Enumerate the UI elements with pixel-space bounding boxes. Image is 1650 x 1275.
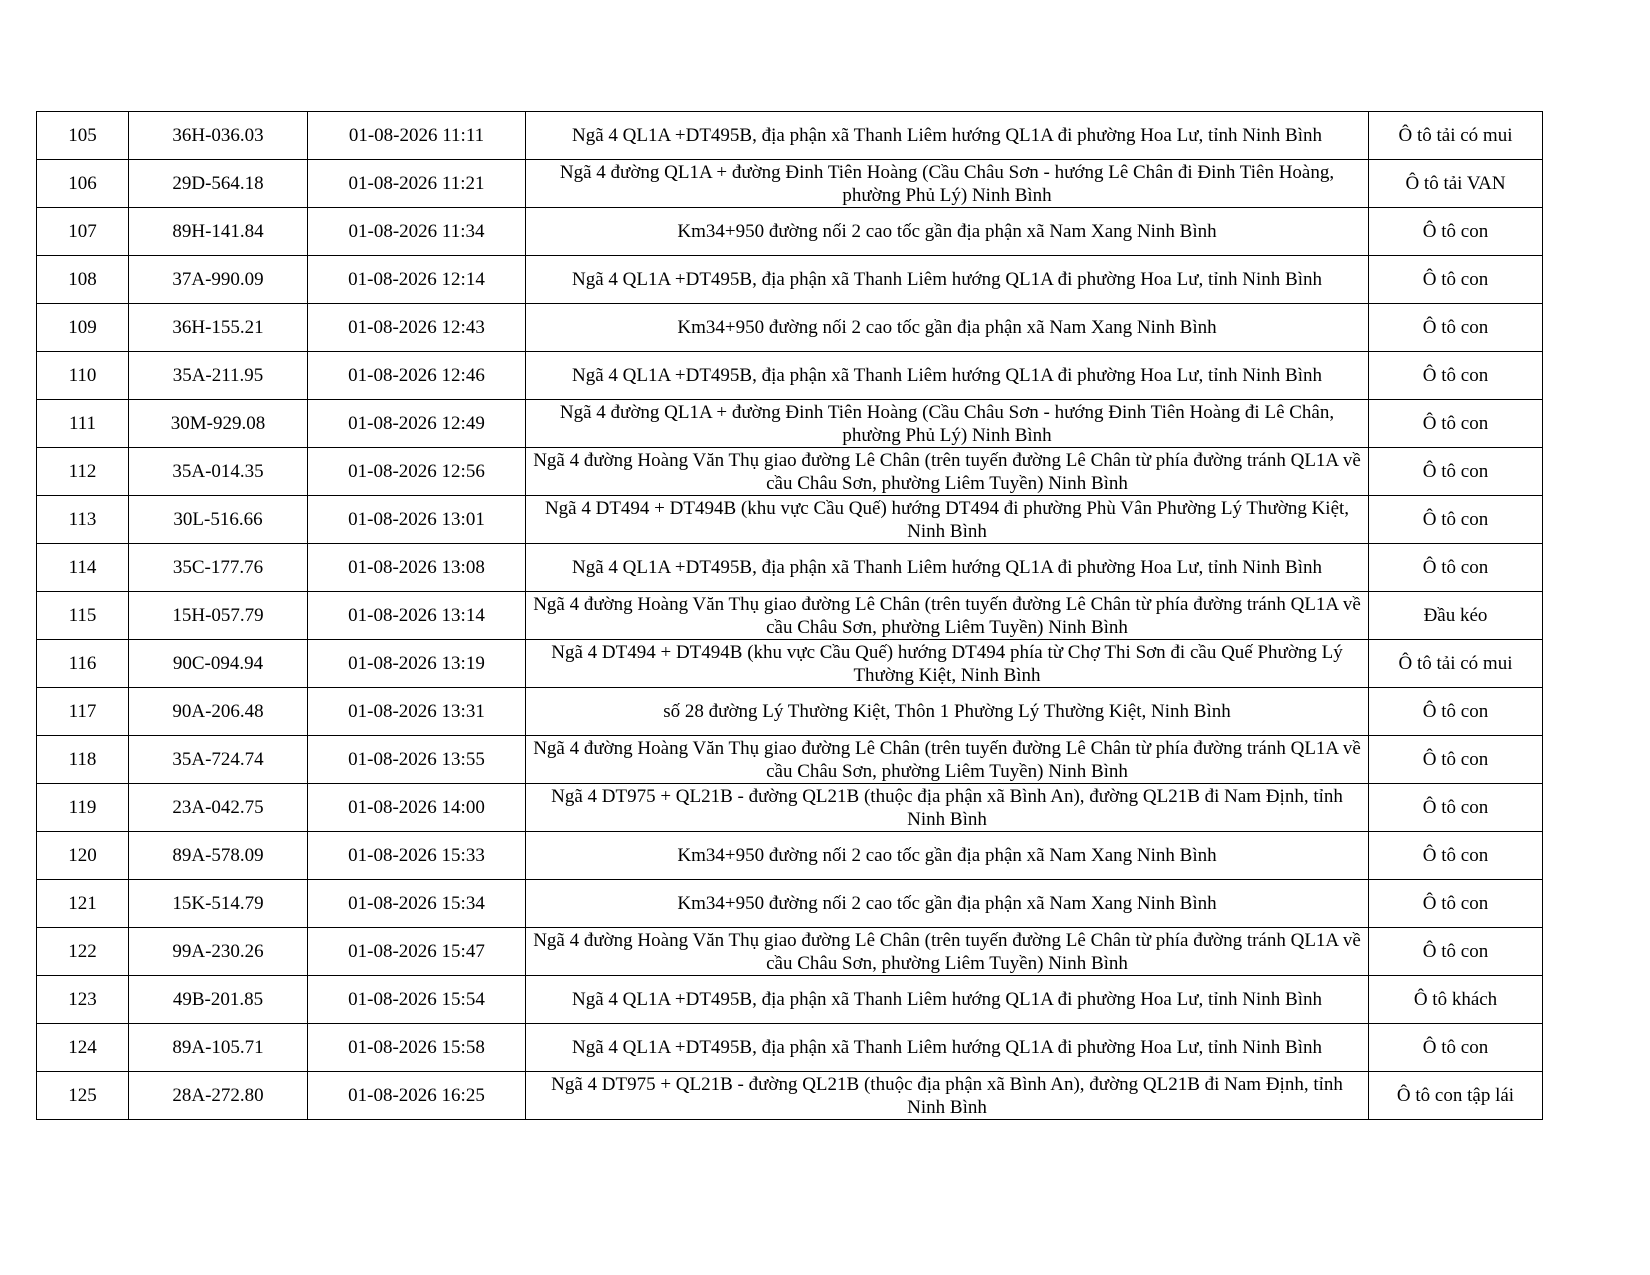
row-number-cell: 112: [37, 448, 129, 496]
timestamp-cell: 01-08-2026 13:01: [308, 496, 526, 544]
vehicle-type-cell: Ô tô con tập lái: [1369, 1072, 1543, 1120]
location-cell: Ngã 4 đường Hoàng Văn Thụ giao đường Lê Chân (trên tuyến đường Lê Chân từ phía đường tránh QL1A về cầu Châu Sơn, phường Liêm Tuyền) Ninh Bình: [526, 448, 1369, 496]
timestamp-cell: 01-08-2026 12:49: [308, 400, 526, 448]
location-cell: Km34+950 đường nối 2 cao tốc gần địa phận xã Nam Xang Ninh Bình: [526, 880, 1369, 928]
license-plate-cell: 35A-724.74: [129, 736, 308, 784]
timestamp-cell: 01-08-2026 12:43: [308, 304, 526, 352]
vehicle-type-cell: Ô tô con: [1369, 832, 1543, 880]
license-plate-cell: 35A-014.35: [129, 448, 308, 496]
license-plate-cell: 36H-155.21: [129, 304, 308, 352]
table-row: [37, 592, 1543, 640]
location-cell: Ngã 4 QL1A +DT495B, địa phận xã Thanh Liêm hướng QL1A đi phường Hoa Lư, tỉnh Ninh Bình: [526, 256, 1369, 304]
timestamp-cell: 01-08-2026 12:14: [308, 256, 526, 304]
row-number-cell: 122: [37, 928, 129, 976]
table-row: [37, 160, 1543, 208]
table-row: [37, 208, 1543, 256]
vehicle-type-cell: Ô tô con: [1369, 736, 1543, 784]
license-plate-cell: 36H-036.03: [129, 112, 308, 160]
table-row: [37, 832, 1543, 880]
row-number-cell: 113: [37, 496, 129, 544]
row-number-cell: 107: [37, 208, 129, 256]
license-plate-cell: 30M-929.08: [129, 400, 308, 448]
license-plate-cell: 15H-057.79: [129, 592, 308, 640]
vehicle-type-cell: Ô tô con: [1369, 400, 1543, 448]
timestamp-cell: 01-08-2026 13:19: [308, 640, 526, 688]
table-row: [37, 304, 1543, 352]
timestamp-cell: 01-08-2026 15:33: [308, 832, 526, 880]
location-cell: Km34+950 đường nối 2 cao tốc gần địa phận xã Nam Xang Ninh Bình: [526, 832, 1369, 880]
row-number-cell: 118: [37, 736, 129, 784]
timestamp-cell: 01-08-2026 15:47: [308, 928, 526, 976]
license-plate-cell: 35C-177.76: [129, 544, 308, 592]
table-row: [37, 256, 1543, 304]
timestamp-cell: 01-08-2026 15:34: [308, 880, 526, 928]
license-plate-cell: 15K-514.79: [129, 880, 308, 928]
location-cell: Ngã 4 QL1A +DT495B, địa phận xã Thanh Liêm hướng QL1A đi phường Hoa Lư, tỉnh Ninh Bình: [526, 352, 1369, 400]
location-cell: Ngã 4 DT494 + DT494B (khu vực Cầu Quế) hướng DT494 đi phường Phù Vân Phường Lý Thường Kiệt, Ninh Bình: [526, 496, 1369, 544]
license-plate-cell: 89A-578.09: [129, 832, 308, 880]
location-cell: Ngã 4 QL1A +DT495B, địa phận xã Thanh Liêm hướng QL1A đi phường Hoa Lư, tỉnh Ninh Bình: [526, 544, 1369, 592]
vehicle-type-cell: Ô tô con: [1369, 928, 1543, 976]
table-row: [37, 352, 1543, 400]
license-plate-cell: 37A-990.09: [129, 256, 308, 304]
table-row: [37, 688, 1543, 736]
vehicle-type-cell: Ô tô tải VAN: [1369, 160, 1543, 208]
row-number-cell: 105: [37, 112, 129, 160]
row-number-cell: 124: [37, 1024, 129, 1072]
row-number-cell: 123: [37, 976, 129, 1024]
vehicle-type-cell: Ô tô con: [1369, 544, 1543, 592]
vehicle-type-cell: Ô tô con: [1369, 496, 1543, 544]
license-plate-cell: 35A-211.95: [129, 352, 308, 400]
row-number-cell: 111: [37, 400, 129, 448]
location-cell: Ngã 4 QL1A +DT495B, địa phận xã Thanh Liêm hướng QL1A đi phường Hoa Lư, tỉnh Ninh Bình: [526, 976, 1369, 1024]
table-row: [37, 976, 1543, 1024]
row-number-cell: 121: [37, 880, 129, 928]
table-row: [37, 928, 1543, 976]
license-plate-cell: 99A-230.26: [129, 928, 308, 976]
timestamp-cell: 01-08-2026 15:58: [308, 1024, 526, 1072]
license-plate-cell: 28A-272.80: [129, 1072, 308, 1120]
violation-table: [36, 111, 1543, 1120]
location-cell: Ngã 4 đường Hoàng Văn Thụ giao đường Lê Chân (trên tuyến đường Lê Chân từ phía đường tránh QL1A về cầu Châu Sơn, phường Liêm Tuyền) Ninh Bình: [526, 928, 1369, 976]
row-number-cell: 117: [37, 688, 129, 736]
vehicle-type-cell: Ô tô con: [1369, 304, 1543, 352]
timestamp-cell: 01-08-2026 16:25: [308, 1072, 526, 1120]
row-number-cell: 119: [37, 784, 129, 832]
vehicle-type-cell: Ô tô con: [1369, 880, 1543, 928]
timestamp-cell: 01-08-2026 13:08: [308, 544, 526, 592]
location-cell: Ngã 4 đường QL1A + đường Đinh Tiên Hoàng (Cầu Châu Sơn - hướng Đinh Tiên Hoàng đi Lê Chân, phường Phủ Lý) Ninh Bình: [526, 400, 1369, 448]
row-number-cell: 116: [37, 640, 129, 688]
location-cell: Ngã 4 DT494 + DT494B (khu vực Cầu Quế) hướng DT494 phía từ Chợ Thi Sơn đi cầu Quế Phường Lý Thường Kiệt, Ninh Bình: [526, 640, 1369, 688]
location-cell: Ngã 4 đường Hoàng Văn Thụ giao đường Lê Chân (trên tuyến đường Lê Chân từ phía đường tránh QL1A về cầu Châu Sơn, phường Liêm Tuyền) Ninh Bình: [526, 592, 1369, 640]
location-cell: Ngã 4 DT975 + QL21B - đường QL21B (thuộc địa phận xã Bình An), đường QL21B đi Nam Định, tỉnh Ninh Bình: [526, 1072, 1369, 1120]
license-plate-cell: 49B-201.85: [129, 976, 308, 1024]
table-row: [37, 1024, 1543, 1072]
table-row: [37, 736, 1543, 784]
row-number-cell: 114: [37, 544, 129, 592]
license-plate-cell: 89A-105.71: [129, 1024, 308, 1072]
table-row: [37, 400, 1543, 448]
vehicle-type-cell: Ô tô khách: [1369, 976, 1543, 1024]
vehicle-type-cell: Ô tô con: [1369, 1024, 1543, 1072]
location-cell: Km34+950 đường nối 2 cao tốc gần địa phận xã Nam Xang Ninh Bình: [526, 208, 1369, 256]
vehicle-type-cell: Ô tô con: [1369, 256, 1543, 304]
table-row: [37, 112, 1543, 160]
license-plate-cell: 90C-094.94: [129, 640, 308, 688]
location-cell: số 28 đường Lý Thường Kiệt, Thôn 1 Phường Lý Thường Kiệt, Ninh Bình: [526, 688, 1369, 736]
row-number-cell: 108: [37, 256, 129, 304]
location-cell: Km34+950 đường nối 2 cao tốc gần địa phận xã Nam Xang Ninh Bình: [526, 304, 1369, 352]
table-row: [37, 880, 1543, 928]
table-row: [37, 640, 1543, 688]
license-plate-cell: 29D-564.18: [129, 160, 308, 208]
timestamp-cell: 01-08-2026 11:21: [308, 160, 526, 208]
row-number-cell: 115: [37, 592, 129, 640]
row-number-cell: 120: [37, 832, 129, 880]
license-plate-cell: 89H-141.84: [129, 208, 308, 256]
row-number-cell: 110: [37, 352, 129, 400]
table-body: [37, 112, 1543, 1120]
vehicle-type-cell: Ô tô tải có mui: [1369, 112, 1543, 160]
location-cell: Ngã 4 đường QL1A + đường Đinh Tiên Hoàng (Cầu Châu Sơn - hướng Lê Chân đi Đinh Tiên Hoàng, phường Phủ Lý) Ninh Bình: [526, 160, 1369, 208]
vehicle-type-cell: Ô tô con: [1369, 208, 1543, 256]
timestamp-cell: 01-08-2026 15:54: [308, 976, 526, 1024]
license-plate-cell: 23A-042.75: [129, 784, 308, 832]
table-row: [37, 496, 1543, 544]
vehicle-type-cell: Ô tô con: [1369, 688, 1543, 736]
vehicle-type-cell: Ô tô con: [1369, 448, 1543, 496]
license-plate-cell: 90A-206.48: [129, 688, 308, 736]
timestamp-cell: 01-08-2026 13:31: [308, 688, 526, 736]
location-cell: Ngã 4 đường Hoàng Văn Thụ giao đường Lê Chân (trên tuyến đường Lê Chân từ phía đường tránh QL1A về cầu Châu Sơn, phường Liêm Tuyền) Ninh Bình: [526, 736, 1369, 784]
timestamp-cell: 01-08-2026 14:00: [308, 784, 526, 832]
timestamp-cell: 01-08-2026 12:56: [308, 448, 526, 496]
timestamp-cell: 01-08-2026 13:14: [308, 592, 526, 640]
location-cell: Ngã 4 QL1A +DT495B, địa phận xã Thanh Liêm hướng QL1A đi phường Hoa Lư, tỉnh Ninh Bình: [526, 1024, 1369, 1072]
vehicle-type-cell: Ô tô con: [1369, 784, 1543, 832]
table-row: [37, 448, 1543, 496]
vehicle-type-cell: Ô tô con: [1369, 352, 1543, 400]
location-cell: Ngã 4 DT975 + QL21B - đường QL21B (thuộc địa phận xã Bình An), đường QL21B đi Nam Định, tỉnh Ninh Bình: [526, 784, 1369, 832]
table-row: [37, 544, 1543, 592]
vehicle-type-cell: Đầu kéo: [1369, 592, 1543, 640]
row-number-cell: 106: [37, 160, 129, 208]
row-number-cell: 109: [37, 304, 129, 352]
location-cell: Ngã 4 QL1A +DT495B, địa phận xã Thanh Liêm hướng QL1A đi phường Hoa Lư, tỉnh Ninh Bình: [526, 112, 1369, 160]
timestamp-cell: 01-08-2026 13:55: [308, 736, 526, 784]
timestamp-cell: 01-08-2026 11:34: [308, 208, 526, 256]
table-row: [37, 1072, 1543, 1120]
row-number-cell: 125: [37, 1072, 129, 1120]
table-row: [37, 784, 1543, 832]
vehicle-type-cell: Ô tô tải có mui: [1369, 640, 1543, 688]
timestamp-cell: 01-08-2026 11:11: [308, 112, 526, 160]
timestamp-cell: 01-08-2026 12:46: [308, 352, 526, 400]
license-plate-cell: 30L-516.66: [129, 496, 308, 544]
